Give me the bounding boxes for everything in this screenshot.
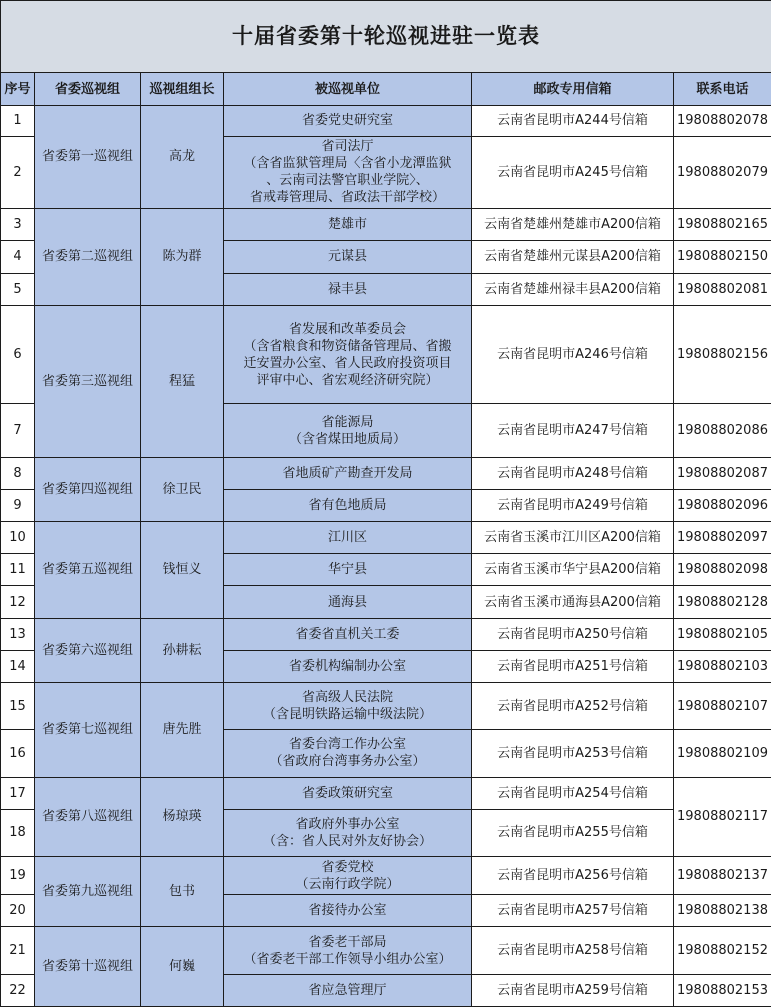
group-leader: 何巍	[141, 927, 224, 1007]
inspected-unit	[224, 682, 472, 729]
mailbox: 云南省昆明市A252号信箱	[472, 682, 674, 729]
phone-number: 19808802109	[674, 730, 771, 777]
row-seq: 2	[1, 136, 35, 208]
header-unit: 被巡视单位	[224, 73, 472, 105]
mailbox: 云南省昆明市A257号信箱	[472, 895, 674, 927]
phone-number: 19808802165	[674, 209, 771, 241]
phone-number: 19808802103	[674, 650, 771, 682]
inspected-unit	[224, 404, 472, 457]
row-seq: 21	[1, 927, 35, 974]
row-seq: 1	[1, 105, 35, 136]
inspected-unit-line: 评审中心、省宏观经济研究院）	[256, 372, 439, 388]
inspected-unit	[224, 618, 472, 650]
group-name: 省委第九巡视组	[35, 857, 141, 927]
group-leader: 杨琼瑛	[141, 777, 224, 856]
row-seq: 18	[1, 809, 35, 856]
inspected-unit	[224, 305, 472, 404]
inspected-unit	[224, 650, 472, 682]
inspected-unit	[224, 522, 472, 554]
group-leader: 陈为群	[141, 209, 224, 306]
table-row	[1, 777, 771, 809]
phone-number: 19808802081	[674, 273, 771, 305]
mailbox: 云南省昆明市A247号信箱	[472, 404, 674, 457]
row-seq: 22	[1, 974, 35, 1006]
inspected-unit-line: 迁安置办公室、省人民政府投资项目	[243, 355, 452, 371]
inspected-unit-line: （含：省人民对外友好协会）	[262, 833, 432, 849]
mailbox: 云南省昆明市A250号信箱	[472, 618, 674, 650]
inspected-unit	[224, 974, 472, 1006]
inspected-unit	[224, 241, 472, 273]
mailbox: 云南省昆明市A256号信箱	[472, 857, 674, 895]
inspected-unit-line: 省发展和改革委员会	[288, 321, 406, 337]
table-row	[1, 927, 771, 974]
table-row	[1, 857, 771, 895]
row-seq: 13	[1, 618, 35, 650]
inspected-unit	[224, 457, 472, 489]
inspected-unit-line: 江川区	[327, 530, 367, 546]
inspected-unit-line: （省委老干部工作领导小组办公室）	[243, 951, 452, 967]
mailbox: 云南省昆明市A251号信箱	[472, 650, 674, 682]
inspected-unit	[224, 730, 472, 777]
header-leader: 巡视组组长	[141, 73, 224, 105]
inspected-unit	[224, 105, 472, 136]
mailbox: 云南省昆明市A253号信箱	[472, 730, 674, 777]
header-group: 省委巡视组	[35, 73, 141, 105]
table-row	[1, 209, 771, 241]
phone-number: 19808802150	[674, 241, 771, 273]
inspected-unit	[224, 809, 472, 856]
phone-number: 19808802098	[674, 554, 771, 586]
row-seq: 14	[1, 650, 35, 682]
inspected-unit	[224, 136, 472, 208]
table-title: 十届省委第十轮巡视进驻一览表	[1, 1, 771, 73]
row-seq: 10	[1, 522, 35, 554]
inspected-unit-line: 省接待办公室	[308, 903, 387, 919]
inspected-unit	[224, 209, 472, 241]
inspected-unit	[224, 857, 472, 895]
row-seq: 11	[1, 554, 35, 586]
inspected-unit-line: 省政府外事办公室	[295, 816, 400, 832]
phone-number: 19808802128	[674, 586, 771, 618]
group-name: 省委第四巡视组	[35, 457, 141, 521]
table-row	[1, 682, 771, 729]
inspected-unit-line: （含省煤田地质局）	[288, 431, 406, 447]
group-leader: 孙耕耘	[141, 618, 224, 682]
row-seq: 8	[1, 457, 35, 489]
mailbox: 云南省楚雄州楚雄市A200信箱	[472, 209, 674, 241]
header-seq: 序号	[1, 73, 35, 105]
phone-number: 19808802105	[674, 618, 771, 650]
group-leader: 钱恒义	[141, 522, 224, 619]
mailbox: 云南省昆明市A245号信箱	[472, 136, 674, 208]
row-seq: 17	[1, 777, 35, 809]
inspected-unit-line: （含昆明铁路运输中级法院）	[262, 707, 432, 723]
header-row	[1, 73, 771, 105]
phone-number: 19808802117	[674, 777, 771, 856]
row-seq: 20	[1, 895, 35, 927]
inspected-unit	[224, 777, 472, 809]
mailbox: 云南省楚雄州禄丰县A200信箱	[472, 273, 674, 305]
inspected-unit-line: 华宁县	[327, 562, 367, 578]
group-name: 省委第五巡视组	[35, 522, 141, 619]
row-seq: 9	[1, 489, 35, 521]
table-row	[1, 457, 771, 489]
row-seq: 5	[1, 273, 35, 305]
group-leader: 唐先胜	[141, 682, 224, 777]
inspected-unit-line: 省委老干部局	[308, 934, 387, 950]
group-name: 省委第三巡视组	[35, 305, 141, 457]
phone-number: 19808802137	[674, 857, 771, 895]
inspected-unit-line: 省高级人民法院	[301, 690, 393, 706]
inspected-unit-line: 省委党校	[321, 859, 374, 875]
inspected-unit	[224, 489, 472, 521]
inspected-unit-line: （省政府台湾事务办公室）	[269, 754, 426, 770]
inspected-unit	[224, 586, 472, 618]
group-name: 省委第六巡视组	[35, 618, 141, 682]
phone-number: 19808802078	[674, 105, 771, 136]
row-seq: 3	[1, 209, 35, 241]
phone-number: 19808802096	[674, 489, 771, 521]
group-leader: 徐卫民	[141, 457, 224, 521]
inspected-unit	[224, 554, 472, 586]
group-name: 省委第七巡视组	[35, 682, 141, 777]
group-name: 省委第一巡视组	[35, 105, 141, 209]
inspected-unit-line: 楚雄市	[327, 217, 367, 233]
inspected-unit-line: 省委省直机关工委	[295, 626, 400, 642]
mailbox: 云南省昆明市A249号信箱	[472, 489, 674, 521]
inspected-unit	[224, 895, 472, 927]
inspected-unit-line: （含省监狱管理局〈含省小龙潭监狱	[243, 156, 452, 172]
inspected-unit-line: 、云南司法警官职业学院〉、	[266, 173, 429, 189]
phone-number: 19808802107	[674, 682, 771, 729]
inspected-unit	[224, 273, 472, 305]
inspected-unit-line: 省委台湾工作办公室	[288, 737, 406, 753]
mailbox: 云南省昆明市A254号信箱	[472, 777, 674, 809]
mailbox: 云南省昆明市A255号信箱	[472, 809, 674, 856]
group-name: 省委第十巡视组	[35, 927, 141, 1007]
group-leader: 高龙	[141, 105, 224, 209]
mailbox: 云南省玉溪市通海县A200信箱	[472, 586, 674, 618]
mailbox: 云南省昆明市A258号信箱	[472, 927, 674, 974]
phone-number: 19808802152	[674, 927, 771, 974]
inspected-unit-line: 省委政策研究室	[301, 785, 393, 801]
inspected-unit-line: 省戒毒管理局、省政法干部学校）	[249, 190, 445, 206]
row-seq: 4	[1, 241, 35, 273]
phone-number: 19808802079	[674, 136, 771, 208]
phone-number: 19808802097	[674, 522, 771, 554]
row-seq: 19	[1, 857, 35, 895]
phone-number: 19808802086	[674, 404, 771, 457]
mailbox: 云南省玉溪市华宁县A200信箱	[472, 554, 674, 586]
row-seq: 16	[1, 730, 35, 777]
row-seq: 7	[1, 404, 35, 457]
inspected-unit-line: 省司法厅	[321, 139, 374, 155]
phone-number: 19808802156	[674, 305, 771, 404]
mailbox: 云南省昆明市A248号信箱	[472, 457, 674, 489]
inspected-unit-line: （含省粮食和物资储备管理局、省搬	[243, 338, 452, 354]
mailbox: 云南省楚雄州元谋县A200信箱	[472, 241, 674, 273]
inspected-unit	[224, 927, 472, 974]
phone-number: 19808802153	[674, 974, 771, 1006]
header-mailbox: 邮政专用信箱	[472, 73, 674, 105]
row-seq: 15	[1, 682, 35, 729]
title-row	[1, 1, 771, 73]
inspected-unit-line: 禄丰县	[327, 281, 367, 297]
inspected-unit-line: 省地质矿产勘查开发局	[282, 465, 413, 481]
header-phone: 联系电话	[674, 73, 771, 105]
group-leader: 包书	[141, 857, 224, 927]
inspected-unit-line: 省有色地质局	[308, 497, 387, 513]
inspected-unit-line: （云南行政学院）	[295, 876, 400, 892]
inspected-unit-line: 元谋县	[327, 249, 367, 265]
group-name: 省委第二巡视组	[35, 209, 141, 306]
inspected-unit-line: 省委机构编制办公室	[288, 658, 406, 674]
inspected-unit-line: 省应急管理厅	[308, 982, 387, 998]
table-row	[1, 105, 771, 136]
inspected-unit-line: 省能源局	[321, 414, 374, 430]
table-row	[1, 618, 771, 650]
phone-number: 19808802087	[674, 457, 771, 489]
group-name: 省委第八巡视组	[35, 777, 141, 856]
table-row	[1, 522, 771, 554]
row-seq: 12	[1, 586, 35, 618]
mailbox: 云南省昆明市A246号信箱	[472, 305, 674, 404]
inspected-unit-line: 通海县	[327, 594, 367, 610]
mailbox: 云南省昆明市A244号信箱	[472, 105, 674, 136]
group-leader: 程猛	[141, 305, 224, 457]
mailbox: 云南省昆明市A259号信箱	[472, 974, 674, 1006]
table-row	[1, 305, 771, 404]
phone-number: 19808802138	[674, 895, 771, 927]
inspected-unit-line: 省委党史研究室	[301, 113, 393, 129]
mailbox: 云南省玉溪市江川区A200信箱	[472, 522, 674, 554]
row-seq: 6	[1, 305, 35, 404]
